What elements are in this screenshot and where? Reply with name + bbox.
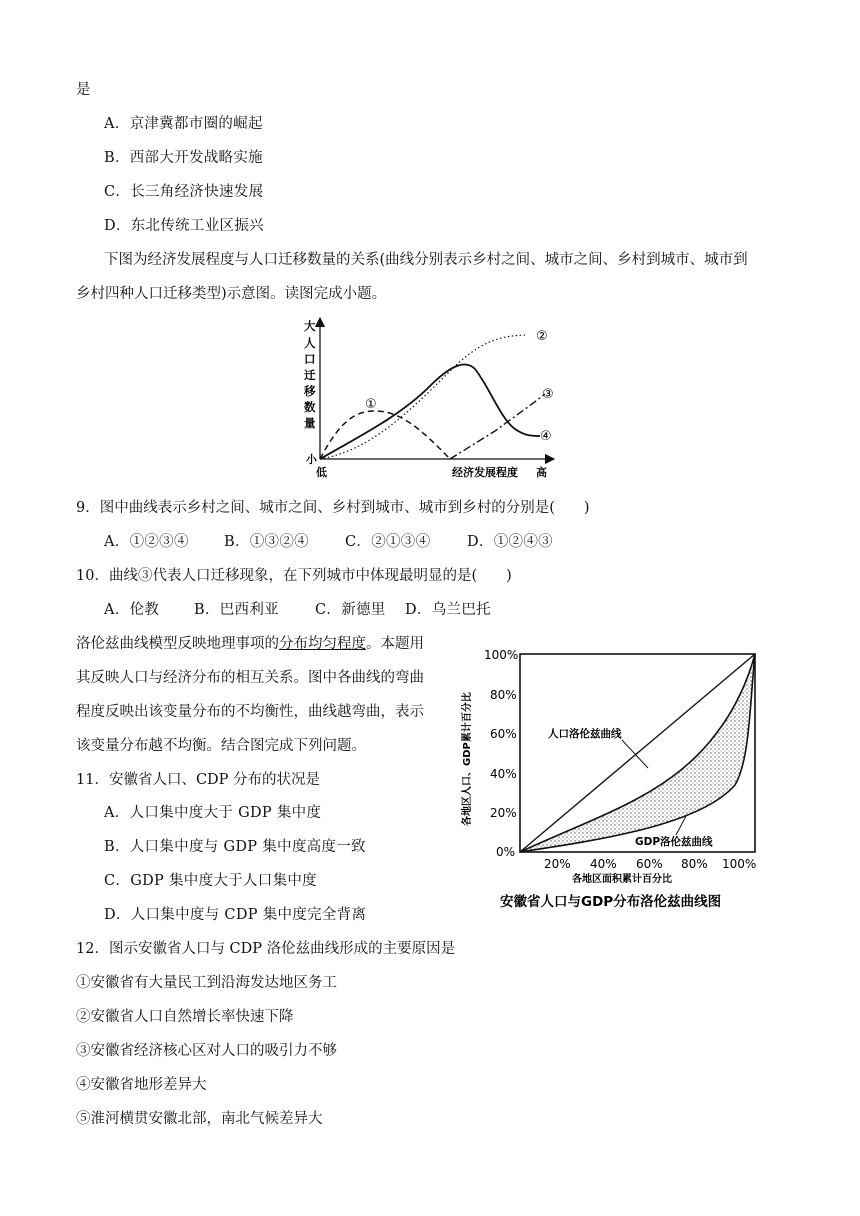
xtick-40: 40%	[590, 857, 617, 871]
underlined-term: 分布均匀程度	[279, 636, 366, 652]
q10-option-d: D．乌兰巴托	[405, 602, 491, 618]
q8-tail: 是	[76, 82, 91, 98]
q9-option-c: C．②①③④	[345, 534, 431, 550]
q11-option-c: C．GDP 集中度大于人口集中度	[104, 873, 317, 889]
xtick-100: 100%	[722, 857, 757, 871]
fig1-ylabel-3: 迁	[304, 368, 316, 382]
gdp-curve-label: GDP洛伦兹曲线	[635, 836, 713, 848]
q9-option-a: A．①②③④	[104, 534, 189, 550]
fig1-ylabel-6: 量	[304, 416, 316, 430]
fig1-ylabel-5: 数	[304, 400, 316, 414]
q8-option-d: D．东北传统工业区振兴	[104, 218, 264, 234]
xtick-80: 80%	[681, 857, 708, 871]
intro2-line3: 程度反映出该变量分布的不均衡性，曲线越弯曲，表示	[76, 704, 424, 720]
fig1-ylabel-4: 移	[304, 384, 316, 398]
lorenz-xlabel: 各地区面积累计百分比	[572, 874, 672, 885]
q12-item-4: ④安徽省地形差异大	[76, 1077, 207, 1093]
q12-item-5: ⑤淮河横贯安徽北部，南北气候差异大	[76, 1111, 323, 1127]
q10-option-a: A．伦教	[104, 602, 160, 618]
ytick-0: 0%	[496, 845, 516, 859]
q10-stem: 10．曲线③代表人口迁移现象，在下列城市中体现最明显的是( )	[76, 568, 512, 584]
q11-option-a: A．人口集中度大于 GDP 集中度	[104, 805, 322, 821]
fig1-x-high: 高	[536, 466, 547, 479]
ytick-20: 20%	[490, 806, 517, 820]
q9-stem: 9．图中曲线表示乡村之间、城市之间、乡村到城市、城市到乡村的分别是( )	[76, 500, 590, 516]
intro1-line1: 下图为经济发展程度与人口迁移数量的关系(曲线分别表示乡村之间、城市之间、乡村到城市、城市到	[104, 252, 748, 268]
fig1-ylabel-0: 大	[304, 319, 316, 333]
fig1-label-2: ②	[536, 329, 548, 344]
fig1-label-3: ③	[542, 387, 554, 402]
fig1-curve-3	[450, 394, 545, 459]
ytick-100: 100%	[484, 648, 519, 662]
fig1-x-low: 低	[316, 466, 327, 479]
xtick-20: 20%	[544, 857, 571, 871]
q8-option-c: C．长三角经济快速发展	[104, 184, 264, 200]
fig1-curve-2	[320, 335, 525, 459]
lorenz-caption: 安徽省人口与GDP分布洛伦兹曲线图	[500, 894, 722, 910]
q12-item-1: ①安徽省有大量民工到沿海发达地区务工	[76, 975, 337, 991]
fig1-ylabel-1: 人	[304, 336, 316, 350]
pop-curve-label: 人口洛伦兹曲线	[548, 728, 622, 740]
intro2-line1: 洛伦兹曲线模型反映地理事项的分布均匀程度。本题用	[76, 636, 424, 652]
intro1-line2: 乡村四种人口迁移类型)示意图。读图完成小题。	[76, 286, 387, 302]
q10-option-b: B．巴西利亚	[194, 602, 279, 618]
intro2-line2: 其反映人口与经济分布的相互关系。图中各曲线的弯曲	[76, 670, 424, 686]
fig1-label-4: ④	[540, 429, 552, 444]
q11-option-d: D．人口集中度与 CDP 集中度完全背离	[104, 907, 367, 923]
lorenz-ylabel: 各地区人口、GDP累计百分比	[462, 692, 473, 826]
q10-option-c: C．新德里	[315, 602, 386, 618]
q12-item-2: ②安徽省人口自然增长率快速下降	[76, 1009, 294, 1025]
ytick-40: 40%	[490, 767, 517, 781]
q12-item-3: ③安徽省经济核心区对人口的吸引力不够	[76, 1043, 337, 1059]
ytick-60: 60%	[490, 727, 517, 741]
q9-option-d: D．①②④③	[467, 534, 553, 550]
fig1-y-small: 小	[306, 453, 317, 466]
lorenz-figure	[450, 640, 790, 918]
q9-option-b: B．①③②④	[224, 534, 309, 550]
xtick-60: 60%	[636, 857, 663, 871]
q8-option-b: B．西部大开发战略实施	[104, 150, 263, 166]
fig1-label-1: ①	[365, 397, 377, 412]
fig1-curve-4	[320, 364, 540, 459]
q8-option-a: A．京津冀都市圈的崛起	[104, 116, 263, 132]
fig1-curve-1	[320, 411, 450, 459]
pop-label-leader	[622, 740, 648, 768]
migration-figure	[300, 316, 580, 482]
fig1-xlabel: 经济发展程度	[452, 466, 518, 479]
q11-option-b: B．人口集中度与 GDP 集中度高度一致	[104, 839, 366, 855]
q11-stem: 11．安徽省人口、CDP 分布的状况是	[76, 772, 321, 788]
ytick-80: 80%	[490, 688, 517, 702]
q12-stem: 12．图示安徽省人口与 CDP 洛伦兹曲线形成的主要原因是	[76, 941, 456, 957]
fig1-ylabel-2: 口	[304, 352, 316, 366]
intro2-line4: 该变量分布越不均衡。结合图完成下列问题。	[76, 738, 366, 754]
